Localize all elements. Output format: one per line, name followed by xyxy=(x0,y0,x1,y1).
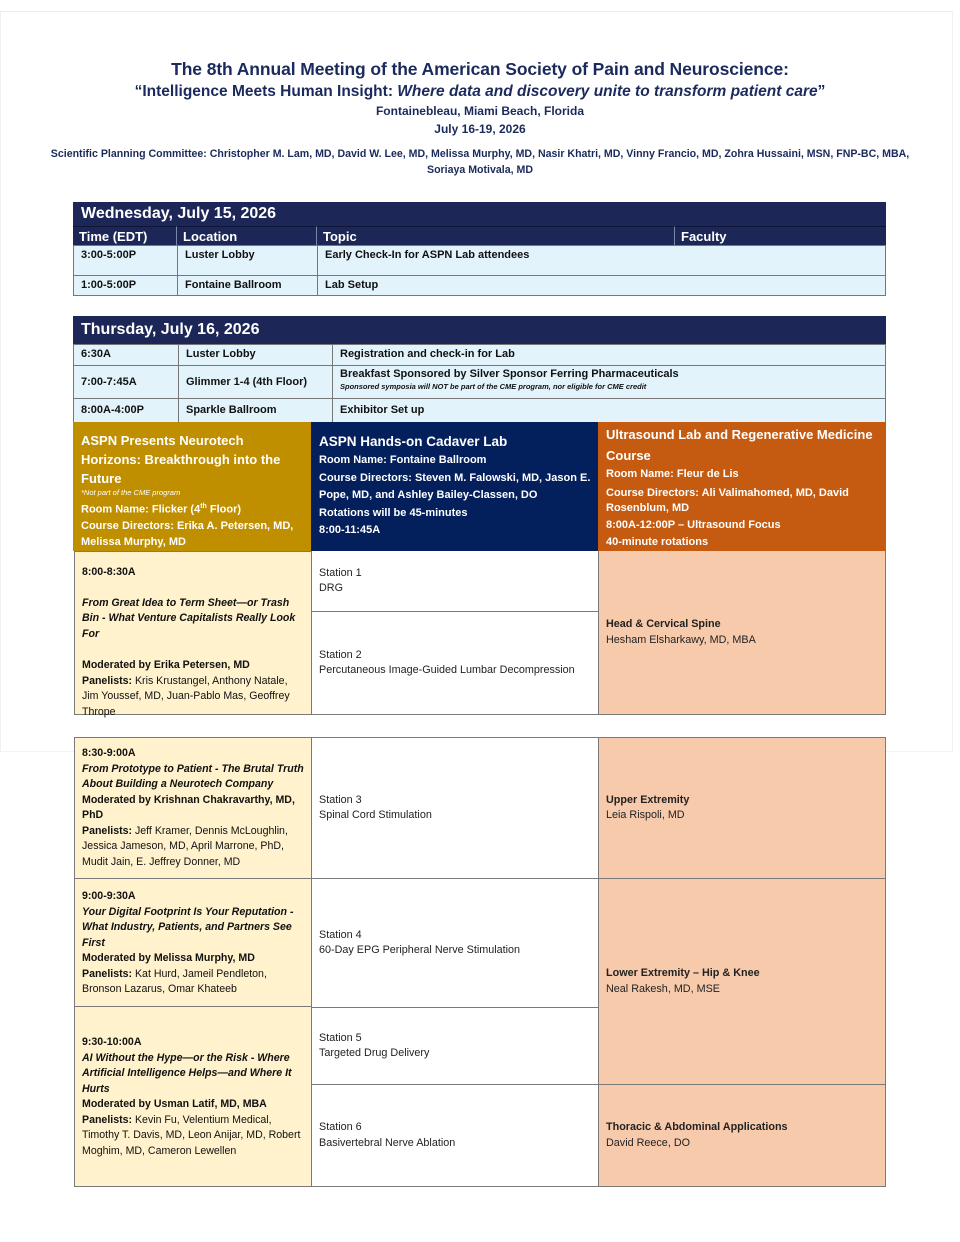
session-3-panelists xyxy=(82,967,304,998)
ultrasound-session-4-topic: Thoracic & Abdominal Applications xyxy=(606,1121,788,1133)
wed-row2-location: Fontaine Ballroom xyxy=(177,275,318,296)
wednesday-day-title: Wednesday, July 15, 2026 xyxy=(73,202,886,226)
station-1-topic: DRG xyxy=(319,582,343,594)
session-2-title: From Prototype to Patient - The Brutal Truth About Building a Neurotech Company xyxy=(82,762,304,790)
session-4 xyxy=(74,1006,312,1187)
room-sup: th xyxy=(200,503,207,510)
session-1-title: From Great Idea to Term Sheet—or Trash Bin - What Venture Capitalists Really Look For xyxy=(82,596,296,640)
ultrasound-session-4-faculty: David Reece, DO xyxy=(606,1136,691,1149)
ultrasound-session-1-faculty: Hesham Elsharkawy, MD, MBA xyxy=(606,633,756,646)
page-title: The 8th Annual Meeting of the American Society of Pain and Neuroscience: xyxy=(171,59,789,79)
station-4 xyxy=(311,878,599,1008)
thu-row2-cme-note: Sponsored symposia will NOT be part of the CME program, nor eligible for CME credit xyxy=(340,382,647,391)
station-3 xyxy=(311,737,599,879)
track-cadaver-time: 8:00-11:45A xyxy=(319,524,381,536)
station-2 xyxy=(311,611,599,715)
panelists-names: Jeff Kramer, Dennis McLoughlin, Jessica Jameson, MD, April Marrone, PhD, Mudit Jain, E. Jeffrey Donner, MD xyxy=(82,824,288,868)
subtitle-close: ” xyxy=(817,83,826,100)
station-5-topic: Targeted Drug Delivery xyxy=(319,1047,430,1059)
track-neurotech-note: *Not part of the CME program xyxy=(81,488,181,497)
track-neurotech-room xyxy=(81,498,303,519)
col-header-topic: Topic xyxy=(317,226,675,245)
track-cadaver-directors: Course Directors: Steven M. Falowski, MD, Jason E. Pope, MD, and Ashley Bailey-Classen, DO xyxy=(319,471,591,501)
col-header-location: Location xyxy=(177,226,317,245)
station-5 xyxy=(311,1007,599,1085)
wed-row1-time: 3:00-5:00P xyxy=(73,245,178,276)
wed-row1-topic: Early Check-In for ASPN Lab attendees xyxy=(317,245,886,276)
session-4-time: 9:30-10:00A xyxy=(82,1036,142,1048)
session-3-time: 9:00-9:30A xyxy=(82,890,136,902)
ultrasound-session-1-topic: Head & Cervical Spine xyxy=(606,618,721,630)
ultrasound-session-3-topic: Lower Extremity – Hip & Knee xyxy=(606,967,760,979)
room-suffix: Floor) xyxy=(206,503,242,516)
ultrasound-session-2-faculty: Leia Rispoli, MD xyxy=(606,809,685,821)
thu-row3-topic: Exhibitor Set up xyxy=(332,398,886,423)
session-4-moderator: Moderated by Usman Latif, MD, MBA xyxy=(82,1098,267,1110)
thu-row2-topic-text: Breakfast Sponsored by Silver Sponsor Ferring Pharmaceuticals xyxy=(340,368,679,380)
subtitle-open: “Intelligence Meets Human Insight: xyxy=(134,83,398,100)
thu-row1-topic: Registration and check-in for Lab xyxy=(332,344,886,366)
ultrasound-session-3-faculty: Neal Rakesh, MD, MSE xyxy=(606,982,720,995)
track-ultrasound-rotations: 40-minute rotations xyxy=(606,536,709,548)
page-subtitle xyxy=(0,83,960,101)
thu-row2-time: 7:00-7:45A xyxy=(73,365,179,399)
track-neurotech-directors: Course Directors: Erika A. Petersen, MD, Melissa Murphy, MD xyxy=(81,520,294,548)
track-ultrasound-directors: Course Directors: Ali Valimahomed, MD, David Rosenblum, MD xyxy=(606,486,849,514)
session-3-moderator: Moderated by Melissa Murphy, MD xyxy=(82,952,255,964)
venue: Fontainebleau, Miami Beach, Florida xyxy=(375,104,585,118)
wed-row1-location: Luster Lobby xyxy=(177,245,318,276)
station-6 xyxy=(311,1084,599,1187)
station-3-name: Station 3 xyxy=(319,793,362,806)
station-2-name: Station 2 xyxy=(319,648,362,661)
panelists-names: Kevin Fu, Velentium Medical, Timothy T. Davis, MD, Leon Anijar, MD, Robert Moghim, MD, Cameron Lewellen xyxy=(82,1113,301,1157)
track-ultrasound-header xyxy=(598,422,886,551)
session-1 xyxy=(74,551,312,718)
col-header-faculty: Faculty xyxy=(675,226,886,245)
thu-row2-topic xyxy=(332,365,886,399)
session-2-moderator: Moderated by Krishnan Chakravarthy, MD, PhD xyxy=(82,793,295,821)
room-prefix: Room Name: Flicker (4 xyxy=(81,503,201,516)
session-2-panelists xyxy=(82,824,304,871)
panelists-names: Kris Krustangel, Anthony Natale, Jim Youssef, MD, Juan-Pablo Mas, Geoffrey Thrope xyxy=(82,674,290,718)
station-6-name: Station 6 xyxy=(319,1121,362,1133)
track-neurotech-title: ASPN Presents Neurotech Horizons: Breakthrough into the Future xyxy=(81,433,281,486)
ultrasound-session-3 xyxy=(598,878,886,1085)
panelists-label: Panelists: xyxy=(82,824,133,837)
station-4-topic: 60-Day EPG Peripheral Nerve Stimulation xyxy=(319,944,521,956)
track-neurotech-header xyxy=(73,422,311,551)
wed-row2-topic: Lab Setup xyxy=(317,275,886,296)
session-2-time: 8:30-9:00A xyxy=(82,747,136,759)
track-ultrasound-room: Room Name: Fleur de Lis xyxy=(606,468,739,480)
track-ultrasound-title: Ultrasound Lab and Regenerative Medicine Course xyxy=(606,427,873,463)
station-2-topic: Percutaneous Image-Guided Lumbar Decompression xyxy=(319,664,575,676)
meeting-dates: July 16-19, 2026 xyxy=(434,122,526,136)
session-2 xyxy=(74,737,312,879)
ultrasound-session-2-topic: Upper Extremity xyxy=(606,793,690,806)
thu-row3-time: 8:00A-4:00P xyxy=(73,398,179,423)
track-cadaver-header xyxy=(311,422,599,551)
col-header-time: Time (EDT) xyxy=(73,226,177,245)
ultrasound-session-2 xyxy=(598,737,886,879)
panelists-label: Panelists: xyxy=(82,674,133,687)
ultrasound-session-1 xyxy=(598,551,886,715)
panelists-names: Kat Hurd, Jameil Pendleton, Bronson Lazarus, Omar Khateeb xyxy=(82,967,267,995)
session-1-moderator: Moderated by Erika Petersen, MD xyxy=(82,659,250,671)
planning-committee: Scientific Planning Committee: Christopher M. Lam, MD, David W. Lee, MD, Melissa Murphy, MD, Nasir Khatri, MD, Vinny Francio, MD, Zohra Hussaini, MSN, FNP-BC, MBA, Soriaya Motivala, MD xyxy=(50,148,910,176)
station-1-name: Station 1 xyxy=(319,566,362,579)
track-ultrasound-time: 8:00A-12:00P – Ultrasound Focus xyxy=(606,518,781,531)
session-4-panelists xyxy=(82,1113,304,1160)
session-4-title: AI Without the Hype—or the Risk - Where Artificial Intelligence Helps—and Where It Hurts xyxy=(82,1051,292,1095)
thu-row1-location: Luster Lobby xyxy=(178,344,333,366)
track-cadaver-room: Room Name: Fontaine Ballroom xyxy=(319,454,487,466)
subtitle-tagline: Where data and discovery unite to transform patient care xyxy=(397,83,818,100)
station-3-topic: Spinal Cord Stimulation xyxy=(319,809,432,821)
station-6-topic: Basivertebral Nerve Ablation xyxy=(319,1136,456,1149)
thu-row2-location: Glimmer 1-4 (4th Floor) xyxy=(178,365,333,399)
thursday-day-title: Thursday, July 16, 2026 xyxy=(73,316,886,344)
session-1-time: 8:00-8:30A xyxy=(82,566,136,578)
session-3-title: Your Digital Footprint Is Your Reputation - What Industry, Patients, and Partners See First xyxy=(82,905,294,949)
panelists-label: Panelists: xyxy=(82,967,133,980)
session-1-panelists xyxy=(82,674,304,721)
track-cadaver-rotations: Rotations will be 45-minutes xyxy=(319,506,468,519)
ultrasound-session-4 xyxy=(598,1084,886,1187)
station-5-name: Station 5 xyxy=(319,1031,362,1044)
station-4-name: Station 4 xyxy=(319,928,362,941)
session-3 xyxy=(74,878,312,1007)
thu-row1-time: 6:30A xyxy=(73,344,179,366)
station-1 xyxy=(311,551,599,612)
panelists-label: Panelists: xyxy=(82,1113,133,1126)
track-cadaver-title: ASPN Hands-on Cadaver Lab xyxy=(319,434,508,449)
wed-row2-time: 1:00-5:00P xyxy=(73,275,178,296)
thu-row3-location: Sparkle Ballroom xyxy=(178,398,333,423)
